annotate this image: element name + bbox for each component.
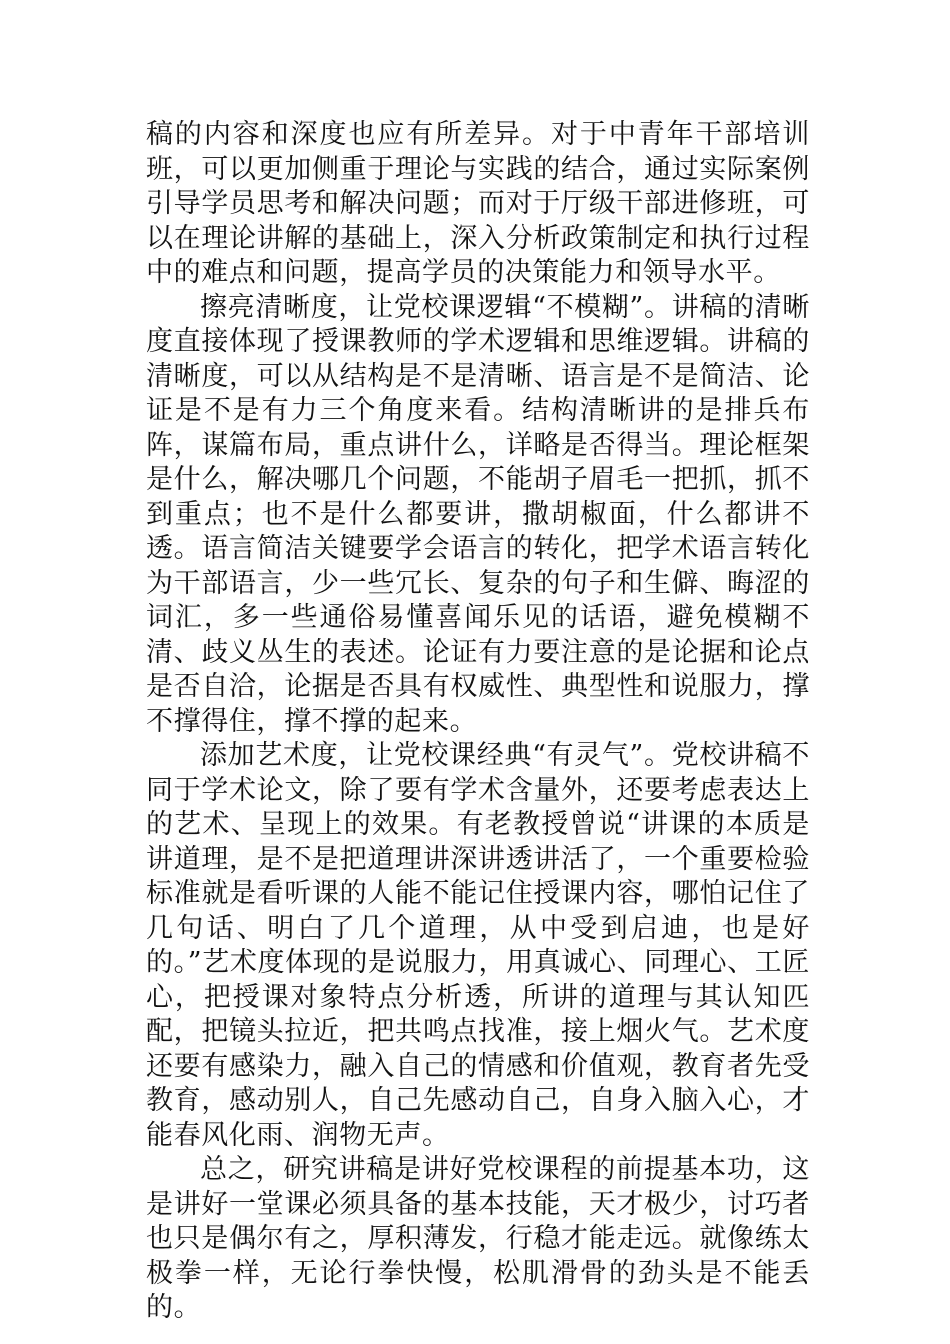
paragraph-conclusion: 总之，研究讲稿是讲好党校课程的前提基本功，这是讲好一堂课必须具备的基本技能，天才极少，讨巧者也只是偶尔有之，厚积薄发，行稳才能走远。就像练太极拳一样，无论行拳快慢，松肌滑骨的劲头是不能丢的。 [146, 1154, 810, 1323]
paragraph-artistry: 添加艺术度，让党校课经典“有灵气”。党校讲稿不同于学术论文，除了要有学术含量外，还要考虑表达上的艺术、呈现上的效果。有老教授曾说“讲课的本质是讲道理，是不是把道理讲深讲透讲活了，一个重要检验标准就是看听课的人能不能记住授课内容，哪怕记住了几句话、明白了几个道理，从中受到启迪，也是好的。”艺术度体现的是说服力，用真诚心、同理心、工匠心，把授课对象特点分析透，所讲的道理与其认知匹配，把镜头拉近，把共鸣点找准，接上烟火气。艺术度还要有感染力，融入自己的情感和价值观，教育者先受教育，感动别人，自己先感动自己，自身入脑入心，才能春风化雨、润物无声。 [146, 740, 810, 1151]
document-body [146, 118, 810, 1326]
paragraph-continuation: 稿的内容和深度也应有所差异。对于中青年干部培训班，可以更加侧重于理论与实践的结合，通过实际案例引导学员思考和解决问题；而对于厅级干部进修班，可以在理论讲解的基础上，深入分析政策制定和执行过程中的难点和问题，提高学员的决策能力和领导水平。 [146, 119, 810, 288]
paragraph-clarity: 擦亮清晰度，让党校课逻辑“不模糊”。讲稿的清晰度直接体现了授课教师的学术逻辑和思维逻辑。讲稿的清晰度，可以从结构是不是清晰、语言是不是简洁、论证是不是有力三个角度来看。结构清晰讲的是排兵布阵，谋篇布局，重点讲什么，详略是否得当。理论框架是什么，解决哪几个问题，不能胡子眉毛一把抓，抓不到重点；也不是什么都要讲，撒胡椒面，什么都讲不透。语言简洁关键要学会语言的转化，把学术语言转化为干部语言，少一些冗长、复杂的句子和生僻、晦涩的词汇，多一些通俗易懂喜闻乐见的话语，避免模糊不清、歧义丛生的表述。论证有力要注意的是论据和论点是否自洽，论据是否具有权威性、典型性和说服力，撑不撑得住，撑不撑的起来。 [146, 291, 810, 737]
